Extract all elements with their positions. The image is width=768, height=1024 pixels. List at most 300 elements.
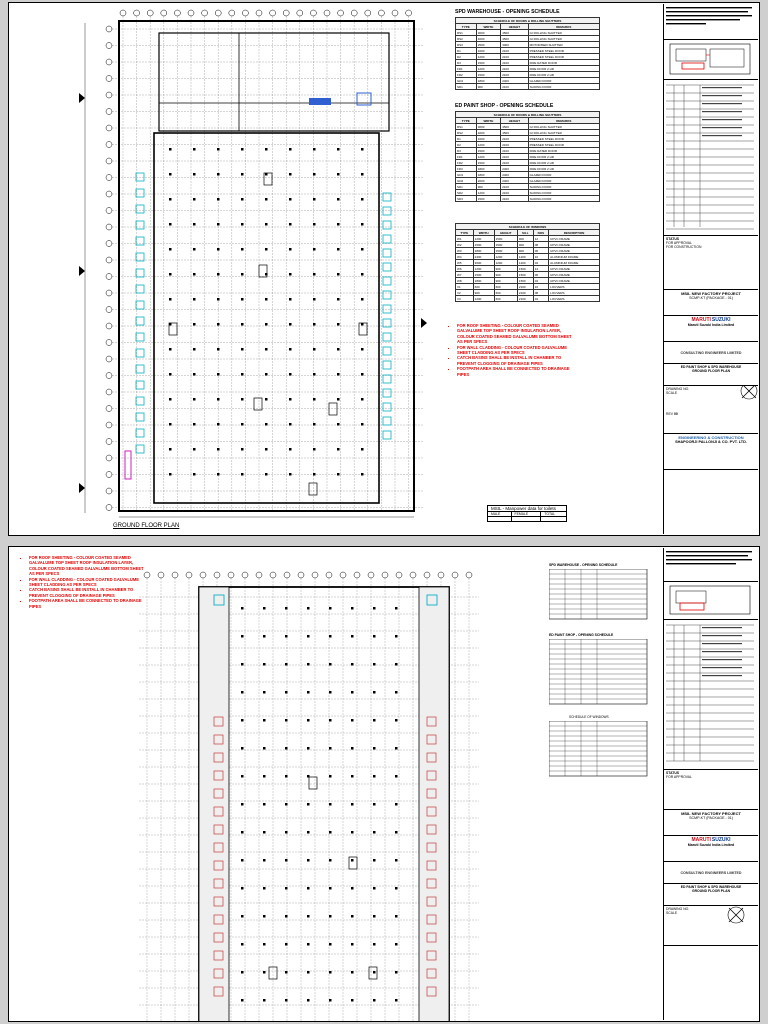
structural-column (329, 803, 332, 806)
north-arrow-icon-2 (726, 906, 746, 925)
grid-bubble (188, 10, 194, 16)
section-arrow-icon (79, 483, 85, 493)
structural-column (373, 691, 376, 694)
spd-schedule-cell: 1200 (476, 54, 501, 60)
structural-column (193, 148, 196, 151)
ed-schedule-header-cell: HEIGHT (501, 118, 528, 124)
structural-column (241, 999, 244, 1002)
plan-title: GROUND FLOOR PLAN (113, 523, 180, 529)
structural-column (263, 915, 266, 918)
toilet-fixture (136, 333, 144, 341)
window-schedule-cell: 16 (533, 284, 548, 290)
window-schedule-cell: ALUMINIUM FRAME (549, 260, 600, 266)
structural-column (361, 323, 364, 326)
structural-column (285, 747, 288, 750)
grid-bubble (298, 572, 304, 578)
revision-text-line (702, 135, 742, 136)
structural-column (307, 691, 310, 694)
structural-column (373, 607, 376, 610)
window-schedule-cell: UPVC FRAME (549, 278, 600, 284)
structural-column (265, 473, 268, 476)
spd-schedule-header-cell: REMARKS (528, 24, 599, 30)
structural-column (307, 663, 310, 666)
grid-bubble (324, 10, 330, 16)
structural-column (395, 607, 398, 610)
window-schedule-cell: 600 (494, 296, 517, 302)
structural-column (351, 915, 354, 918)
grid-bubble (378, 10, 384, 16)
ed-schedule-cell: FIRE DOOR 2 HR (528, 166, 599, 172)
construction-notes-sheet-2 (21, 555, 149, 609)
spd-schedule-cell: 1800 (476, 78, 501, 84)
structural-column (289, 298, 292, 301)
toilet-fixture (383, 193, 391, 201)
grid-bubble (202, 10, 208, 16)
drawing-no-label-2: DRAWING NO. (666, 907, 690, 911)
structural-column (395, 859, 398, 862)
structural-column (289, 148, 292, 151)
consultant-section (664, 342, 758, 364)
scale-label: SCALE (666, 391, 678, 395)
structural-column (263, 943, 266, 946)
ed-schedule-cell: 1200 (476, 142, 501, 148)
revision-text-line (702, 659, 742, 660)
structural-column (351, 775, 354, 778)
grid-bubble (106, 109, 112, 115)
north-arrow-icon (739, 386, 758, 401)
structural-column (241, 348, 244, 351)
structural-column (193, 348, 196, 351)
spd-schedule-cell: FD2 (456, 72, 477, 78)
note-item: ▪ FOR ROOF SHEETING - COLOUR COATED SEAMED GALVALUME TOP SHEET ROOF INSULATION LAYER, COLOUR COATED SEAMED GALVALUME BOTTOM SHEET AS PER SPECS (457, 323, 577, 345)
msil-male-header: MALE (488, 512, 512, 517)
equipment-block (309, 98, 331, 105)
grid-bubble (106, 257, 112, 263)
toilet-fixture (383, 361, 391, 369)
msil-total-header: TOTAL (541, 512, 567, 517)
structural-column (307, 831, 310, 834)
structural-column (395, 691, 398, 694)
project-section (664, 290, 758, 316)
grid-bubble (106, 43, 112, 49)
window-schedule-cell: 2100 (517, 296, 533, 302)
structural-column (241, 248, 244, 251)
window-schedule-row (456, 296, 600, 302)
structural-column (285, 831, 288, 834)
revision-text-line (702, 675, 742, 676)
spd-schedule-cell: MOTORISED SHUTTER (528, 42, 599, 48)
structural-column (241, 223, 244, 226)
structural-column (361, 248, 364, 251)
ed-schedule-cell: GD2 (456, 178, 477, 184)
ed-schedule-cell: 2000 (476, 178, 501, 184)
grid-bubble (410, 572, 416, 578)
window-schedule-cell: 1200 (494, 260, 517, 266)
structural-column (313, 148, 316, 151)
highlight-marker (125, 451, 131, 479)
ed-schedule-header-cell: REMARKS (528, 118, 599, 124)
drawing-title-section-2 (664, 884, 758, 906)
structural-column (361, 448, 364, 451)
structural-column (263, 803, 266, 806)
toilet-fixture (136, 365, 144, 373)
structural-column (263, 971, 266, 974)
drawing-no-label: DRAWING NO. (666, 387, 690, 391)
note-item: ▪ FOR WALL CLADDING - COLOUR COATED GALVALUME SHEET CLADDING AS PER SPECS (457, 345, 577, 356)
spd-schedule-cell: D1 (456, 48, 477, 54)
client-logo-suzuki: SUZUKI (711, 317, 731, 323)
grid-bubble (351, 10, 357, 16)
ed-schedule-cell: D2 (456, 142, 477, 148)
ed-schedule-cell: 2100 (501, 136, 528, 142)
grid-bubble (368, 572, 374, 578)
toilet-fixture (383, 375, 391, 383)
project-name: MSIL NEW FACTORY PROJECT (681, 291, 741, 296)
structural-column (395, 887, 398, 890)
schedule-table-frame (549, 639, 647, 704)
structural-column (241, 398, 244, 401)
structural-column (193, 223, 196, 226)
ed-schedule-cell: 1500 (476, 148, 501, 154)
consultant-name: CONSULTING ENGINEERS LIMITED (680, 351, 742, 355)
section-arrow-icon (79, 93, 85, 103)
spd-schedule-cell: 2100 (501, 72, 528, 78)
ed-schedule-cell: FIRE DOOR 2 HR (528, 160, 599, 166)
structural-column (265, 348, 268, 351)
drawing-sheet-1 (8, 2, 760, 536)
grid-bubble (106, 290, 112, 296)
toilet-fixture (383, 333, 391, 341)
structural-column (351, 999, 354, 1002)
structural-column (337, 248, 340, 251)
structural-column (351, 803, 354, 806)
structural-column (337, 373, 340, 376)
structural-column (313, 423, 316, 426)
window-schedule-cell: 1800 (473, 278, 494, 284)
structural-column (313, 273, 316, 276)
structural-column (217, 298, 220, 301)
toilet-fixture (136, 429, 144, 437)
structural-column (395, 775, 398, 778)
toilet-fixture (383, 249, 391, 257)
window-schedule-title-2: SCHEDULE OF WINDOWS (569, 715, 609, 719)
structural-column (329, 859, 332, 862)
ed-schedule-cell: 1500 (476, 196, 501, 202)
structural-column (241, 915, 244, 918)
spd-schedule-cell: 2400 (501, 78, 528, 84)
grid-bubble (438, 572, 444, 578)
disclaimer-text-lines (666, 5, 754, 35)
structural-column (329, 775, 332, 778)
grid-bubble (242, 572, 248, 578)
grid-bubble (106, 158, 112, 164)
revision-text-line (702, 127, 742, 128)
grid-bubble (214, 572, 220, 578)
structural-column (373, 719, 376, 722)
revision-text-line (702, 111, 742, 112)
structural-column (265, 148, 268, 151)
structural-column (351, 607, 354, 610)
window-schedule-cell: 04 (533, 260, 548, 266)
revision-text-line (702, 627, 742, 628)
structural-column (217, 273, 220, 276)
ed-schedule-cell: FD1 (456, 154, 477, 160)
structural-column (361, 373, 364, 376)
toilet-fixture (383, 319, 391, 327)
structural-column (263, 607, 266, 610)
structural-column (361, 298, 364, 301)
window-schedule-cell: 1200 (494, 254, 517, 260)
ed-schedule-cell: 900 (476, 184, 501, 190)
grid-bubble (106, 224, 112, 230)
structural-column (289, 348, 292, 351)
structural-column (169, 248, 172, 251)
structural-column (289, 423, 292, 426)
schedule-table-frame (549, 721, 647, 776)
grid-bubble (338, 10, 344, 16)
grid-bubble (310, 10, 316, 16)
structural-column (329, 971, 332, 974)
firm-name: SHAPOORJI PALLONJI & CO. PVT. LTD. (675, 440, 747, 444)
ed-schedule-cell: 2100 (501, 142, 528, 148)
note-item: ▪ FOOTPATH AREA SHALL BE CONNECTED TO DRAINAGE PIPES (29, 598, 149, 609)
for-construction-label: FOR CONSTRUCTION (666, 245, 702, 249)
window-schedule-cell: 12 (533, 236, 548, 242)
grid-bubble (406, 10, 412, 16)
window-schedule-cell: 900 (494, 266, 517, 272)
grid-bubble (215, 10, 221, 16)
grid-bubble (326, 572, 332, 578)
spd-schedule-cell: 2100 (501, 54, 528, 60)
structural-column (285, 607, 288, 610)
window-schedule-cell: UPVC FRAME (549, 272, 600, 278)
ed-schedule-cell: 1200 (476, 154, 501, 160)
grid-bubble (312, 572, 318, 578)
structural-column (329, 719, 332, 722)
grid-bubble (242, 10, 248, 16)
equipment-pit (254, 398, 262, 410)
structural-column (337, 423, 340, 426)
structural-column (285, 887, 288, 890)
revision-table-lines (666, 81, 754, 231)
spd-schedule-header-cell: TYPE (456, 24, 477, 30)
structural-column (265, 423, 268, 426)
ed-schedule-header-cell: WIDTH (476, 118, 501, 124)
window-schedule-cell: 1500 (473, 272, 494, 278)
structural-column (361, 473, 364, 476)
structural-column (217, 173, 220, 176)
service-strip-right (419, 587, 449, 1022)
section-arrow-icon (79, 266, 85, 276)
spd-schedule-cell: 2500 (476, 42, 501, 48)
grid-bubble (354, 572, 360, 578)
grid-bubble (106, 125, 112, 131)
ed-schedule-cell: RS1 (456, 124, 477, 130)
spd-schedule-cell: 1200 (476, 66, 501, 72)
spd-schedule-cell: 2100 (501, 66, 528, 72)
structural-column (329, 999, 332, 1002)
ed-schedule-cell: GI ROLLING SHUTTER (528, 124, 599, 130)
revision-text-line (702, 103, 742, 104)
drawing-title-line-2-2: GROUND FLOOR PLAN (691, 889, 731, 893)
structural-column (217, 223, 220, 226)
structural-column (329, 915, 332, 918)
structural-column (307, 859, 310, 862)
structural-column (337, 323, 340, 326)
grid-bubble (106, 307, 112, 313)
ed-schedule-cell: SD2 (456, 190, 477, 196)
grid-bubble (228, 572, 234, 578)
toilet-fixture (136, 253, 144, 261)
structural-column (265, 173, 268, 176)
status-label: STATUS (666, 237, 680, 241)
window-schedule-subtitle: SCHEDULE OF WINDOWS (456, 224, 600, 230)
structural-column (373, 663, 376, 666)
ed-schedule-subtitle: SCHEDULE OF DOORS & ROLLING SHUTTERS (456, 112, 600, 118)
structural-column (217, 423, 220, 426)
window-schedule-cell: 1500 (494, 236, 517, 242)
toilet-fixture (383, 403, 391, 411)
structural-column (263, 887, 266, 890)
grid-bubble (106, 373, 112, 379)
structural-column (217, 398, 220, 401)
window-schedule-cell: 1200 (517, 260, 533, 266)
spd-opening-schedule-table (455, 17, 600, 90)
ed-schedule-cell: GLAZED DOOR (528, 172, 599, 178)
structural-column (329, 887, 332, 890)
drawing-title-line-1: ED PAINT SHOP & SPD WAREHOUSE (680, 365, 742, 369)
structural-column (351, 663, 354, 666)
grid-bubble (106, 389, 112, 395)
window-schedule-cell: UPVC FRAME (549, 236, 600, 242)
grid-bubble (106, 356, 112, 362)
structural-column (373, 887, 376, 890)
spd-schedule-cell: D3 (456, 60, 477, 66)
structural-column (241, 198, 244, 201)
structural-column (373, 775, 376, 778)
note-item: ▪ FOOTPATH AREA SHALL BE CONNECTED TO DRAINAGE PIPES (457, 366, 577, 377)
structural-column (313, 373, 316, 376)
spd-schedule-cell: FIRE RATED DOOR (528, 60, 599, 66)
structural-column (351, 635, 354, 638)
structural-column (361, 398, 364, 401)
status-section (664, 236, 758, 290)
structural-column (169, 323, 172, 326)
structural-column (193, 323, 196, 326)
spd-schedule-cell: GLAZED DOOR (528, 78, 599, 84)
structural-column (307, 747, 310, 750)
grid-bubble (106, 505, 112, 511)
construction-notes (449, 323, 577, 377)
window-schedule-cell: V3 (456, 296, 474, 302)
ed-schedule-cell: SD1 (456, 184, 477, 190)
toilet-fixture (136, 237, 144, 245)
toilet-fixture (136, 413, 144, 421)
structural-column (169, 273, 172, 276)
grid-bubble (106, 455, 112, 461)
spd-schedule-cell: 900 (476, 84, 501, 90)
structural-column (395, 915, 398, 918)
structural-column (289, 248, 292, 251)
window-schedule-cell: 1500 (494, 242, 517, 248)
ed-schedule-cell: RS2 (456, 130, 477, 136)
equipment-pit (309, 483, 317, 495)
title-block-disclaimer-2 (664, 548, 758, 582)
structural-column (313, 323, 316, 326)
ed-schedule-cell: PRESSED STEEL DOOR (528, 142, 599, 148)
grid-bubble (106, 76, 112, 82)
structural-column (217, 198, 220, 201)
structural-column (241, 943, 244, 946)
window-schedule-cell: LOUVERS (549, 290, 600, 296)
revision-text-line (702, 87, 742, 88)
structural-column (289, 173, 292, 176)
structural-column (351, 831, 354, 834)
ed-schedule-cell: D3 (456, 148, 477, 154)
grid-bubble (147, 10, 153, 16)
structural-column (373, 943, 376, 946)
toilet-fixture (136, 381, 144, 389)
ed-opening-schedule-table (455, 111, 600, 202)
structural-column (193, 248, 196, 251)
client-logo-suzuki-2: SUZUKI (711, 837, 731, 843)
toilet-fixture (136, 397, 144, 405)
grid-bubble (161, 10, 167, 16)
window-schedule-cell: 2100 (517, 290, 533, 296)
structural-column (263, 831, 266, 834)
ed-schedule-cell: SD3 (456, 196, 477, 202)
structural-column (361, 273, 364, 276)
window-schedule-cell: 2100 (517, 284, 533, 290)
paint-shop-hall-wall (154, 133, 379, 503)
toilet-fixture (383, 389, 391, 397)
ed-schedule-cell: FIRE DOOR 2 HR (528, 154, 599, 160)
window-schedule-cell: UPVC FRAME (549, 248, 600, 254)
structural-column (193, 273, 196, 276)
grid-bubble (158, 572, 164, 578)
ed-schedule-cell: 2100 (501, 196, 528, 202)
spd-schedule-cell: RS3 (456, 42, 477, 48)
spd-schedule-cell: 4500 (501, 30, 528, 36)
window-schedule-cell: 06 (533, 248, 548, 254)
structural-column (313, 398, 316, 401)
structural-column (193, 198, 196, 201)
window-schedule-cell: 900 (494, 272, 517, 278)
structural-column (193, 398, 196, 401)
window-schedule-cell: 08 (533, 242, 548, 248)
structural-column (285, 719, 288, 722)
key-plan-2 (664, 582, 758, 620)
grid-bubble (297, 10, 303, 16)
consultant-section-2 (664, 862, 758, 884)
structural-column (373, 971, 376, 974)
grid-bubble (106, 59, 112, 65)
spd-schedule-cell: 2100 (501, 60, 528, 66)
grid-bubble (106, 422, 112, 428)
ed-schedule-cell: SLIDING DOOR (528, 184, 599, 190)
drawing-meta-section (664, 386, 758, 434)
structural-column (373, 803, 376, 806)
toilet-fixture (383, 417, 391, 425)
ed-schedule-cell: 1800 (476, 172, 501, 178)
ed-schedule-cell: SLIDING DOOR (528, 190, 599, 196)
building-outline (119, 21, 414, 511)
ed-schedule-cell: D1 (456, 136, 477, 142)
structural-column (313, 298, 316, 301)
toilet-fixture (383, 305, 391, 313)
structural-column (307, 803, 310, 806)
window-schedule-cell: W6 (456, 266, 474, 272)
